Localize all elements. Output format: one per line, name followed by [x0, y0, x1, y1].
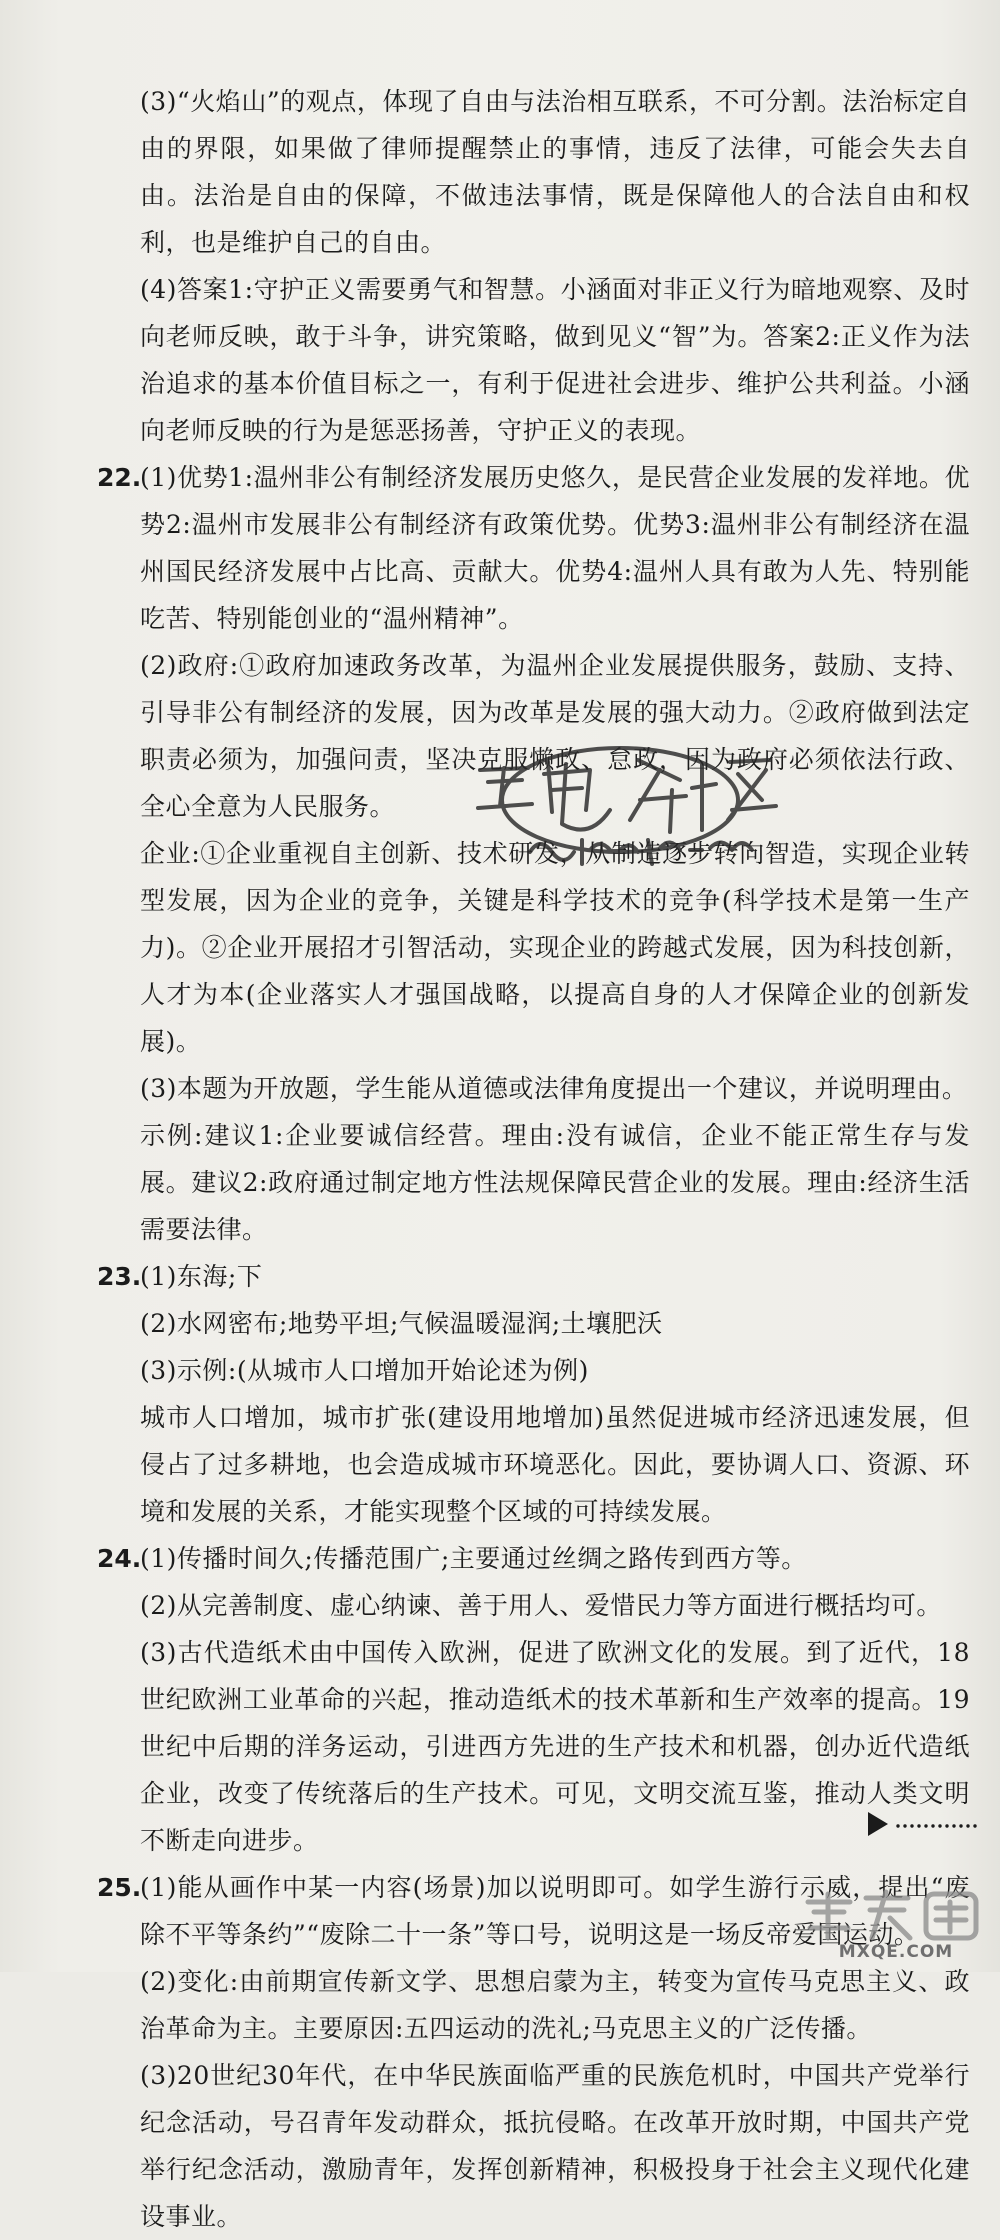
q22-answer-2: (2)政府:①政府加速政务改革，为温州企业发展提供服务，鼓励、支持、引导非公有制经济的发展，因为改革是发展的强大动力。②政府做到法定职责必须为，加强问责，坚决克服懒政、怠政，因为政府必须依法行政、全心全意为人民服务。	[140, 651, 970, 821]
question-number: 25.	[97, 1873, 142, 1902]
question-number: 23.	[97, 1262, 142, 1291]
q24-answer-1: (1)传播时间久;传播范围广;主要通过丝绸之路传到西方等。	[140, 1544, 807, 1573]
q21-answer-3: (3)“火焰山”的观点，体现了自由与法治相互联系，不可分割。法治标定自由的界限，如果做了律师提醒禁止的事情，违反了法律，可能会失去自由。法治是自由的保障，不做违法事情，既是保障他人的合法自由和权利，也是维护自己的自由。	[140, 87, 970, 257]
q22-answer-1: (1)优势1:温州非公有制经济发展历史悠久，是民营企业发展的发祥地。优势2:温州市发展非公有制经济有政策优势。优势3:温州非公有制经济在温州国民经济发展中占比高、贡献大。优势4:温州人具有敢为人先、特别能吃苦、特别能创业的“温州精神”。	[140, 463, 970, 633]
watermark-stamp-icon	[470, 740, 800, 880]
question-number: 24.	[97, 1544, 142, 1573]
question-number: 22.	[97, 463, 142, 492]
q24-answer-3: (3)古代造纸术由中国传入欧洲，促进了欧洲文化的发展。到了近代，18世纪欧洲工业革命的兴起，推动造纸术的技术革新和生产效率的提高。19世纪中后期的洋务运动，引进西方先进的生产技术和机器，创办近代造纸企业，改变了传统落后的生产技术。可见，文明交流互鉴，推动人类文明不断走向进步。	[140, 1638, 970, 1855]
q22-answer-2-enterprise: 企业:①企业重视自主创新、技术研发，从制造逐步转向智造，实现企业转型发展，因为企业的竞争，关键是科学技术的竞争(科学技术是第一生产力)。②企业开展招才引智活动，实现企业的跨越式发展，因为科技创新，人才为本(企业落实人才强国战略，以提高自身的人才保障企业的创新发展)。	[140, 839, 970, 1056]
site-logo-text: MXQE.COM	[838, 1942, 954, 1962]
site-logo-glyphs	[800, 1888, 992, 1944]
question-22	[97, 454, 970, 642]
question-23	[97, 1253, 970, 1300]
q24-answer-2: (2)从完善制度、虚心纳谏、善于用人、爱惜民力等方面进行概括均可。	[140, 1591, 942, 1620]
next-page-arrow-icon	[868, 1810, 978, 1838]
q22-answer-3-example: 示例:建议1:企业要诚信经营。理由:没有诚信，企业不能正常生存与发展。建议2:政府通过制定地方性法规保障民营企业的发展。理由:经济生活需要法律。	[140, 1121, 970, 1244]
q22-answer-3: (3)本题为开放题，学生能从道德或法律角度提出一个建议，并说明理由。	[140, 1074, 968, 1103]
site-logo-icon	[800, 1888, 992, 1966]
q23-answer-2: (2)水网密布;地势平坦;气候温暖湿润;土壤肥沃	[140, 1309, 663, 1338]
q25-answer-1: (1)能从画作中某一内容(场景)加以说明即可。如学生游行示威，提出“废除不平等条约”“废除二十一条”等口号，说明这是一场反帝爱国运动。	[140, 1873, 970, 1949]
q23-answer-1: (1)东海;下	[140, 1262, 263, 1291]
q23-answer-3-body: 城市人口增加，城市扩张(建设用地增加)虽然促进城市经济迅速发展，但侵占了过多耕地，也会造成城市环境恶化。因此，要协调人口、资源、环境和发展的关系，才能实现整个区域的可持续发展。	[140, 1403, 970, 1526]
q23-answer-3: (3)示例:(从城市人口增加开始论述为例)	[140, 1356, 589, 1385]
question-24	[97, 1535, 970, 1582]
q21-answer-4: (4)答案1:守护正义需要勇气和智慧。小涵面对非正义行为暗地观察、及时向老师反映，敢于斗争，讲究策略，做到见义“智”为。答案2:正义作为法治追求的基本价值目标之一，有利于促进社会进步、维护公共利益。小涵向老师反映的行为是惩恶扬善，守护正义的表现。	[140, 275, 970, 445]
q25-answer-3: (3)20世纪30年代，在中华民族面临严重的民族危机时，中国共产党举行纪念活动，号召青年发动群众，抵抗侵略。在改革开放时期，中国共产党举行纪念活动，激励青年，发挥创新精神，积极投身于社会主义现代化建设事业。	[140, 2061, 970, 2231]
q25-answer-2: (2)变化:由前期宣传新文学、思想启蒙为主，转变为宣传马克思主义、政治革命为主。主要原因:五四运动的洗礼;马克思主义的广泛传播。	[140, 1967, 970, 2043]
